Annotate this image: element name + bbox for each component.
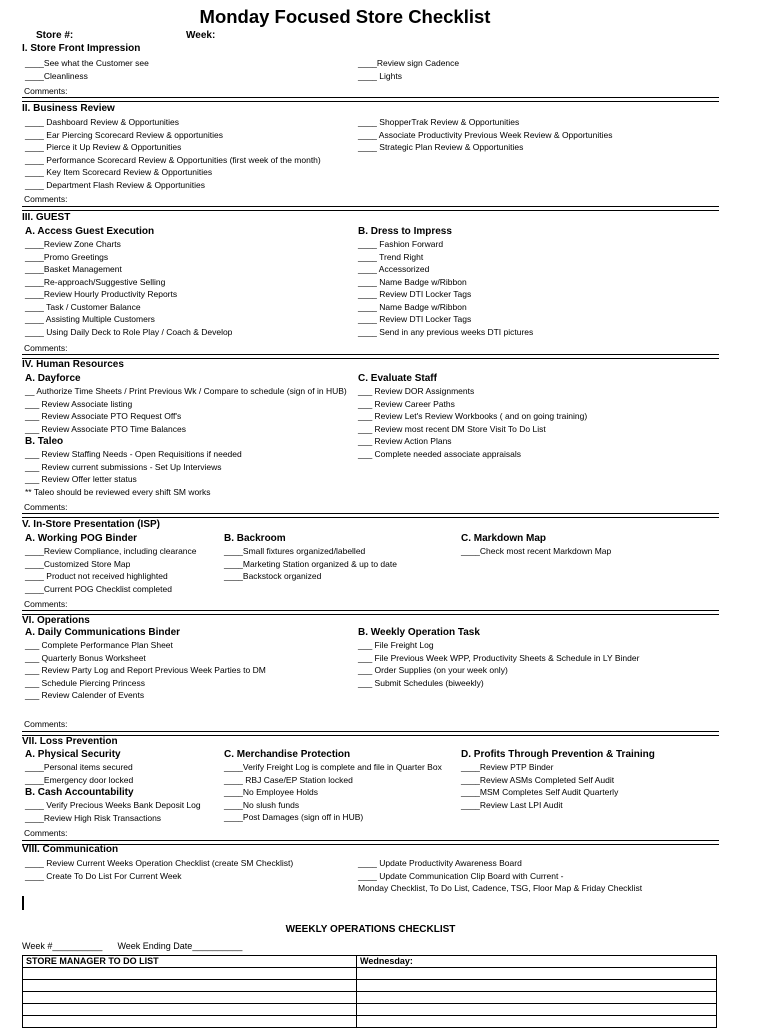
checklist-item[interactable]: ___ File Freight Log [358, 640, 434, 650]
checklist-item[interactable]: ____Promo Greetings [25, 251, 109, 262]
subsection-heading: D. Profits Through Prevention & Training [461, 749, 655, 760]
checklist-item[interactable]: ____Marketing Station organized & up to date [224, 558, 397, 569]
subsection-heading: B. Dress to Impress [358, 226, 452, 237]
weekly-title: WEEKLY OPERATIONS CHECKLIST [285, 924, 456, 935]
table-cell[interactable] [23, 991, 357, 1003]
checklist-item[interactable]: ___ Quarterly Bonus Worksheet [25, 652, 146, 663]
subsection-heading: A. Daily Communications Binder [25, 627, 181, 638]
s5-col-a [25, 532, 197, 595]
taleo-note: ** Taleo should be reviewed every shift SM works [25, 486, 211, 497]
s2-right-list [358, 116, 613, 154]
checklist-item[interactable]: ____Personal items secured [25, 762, 133, 772]
table-row [23, 979, 717, 991]
checklist-item[interactable]: ___ Review most recent DM Store Visit To Do List [358, 423, 546, 434]
comments-label: Comments: [24, 86, 68, 96]
table-row [23, 967, 717, 979]
checklist-item[interactable]: ____ Review DTI Locker Tags [358, 289, 472, 299]
checklist-item[interactable]: ___ Review DOR Assignments [358, 386, 475, 396]
checklist-item-detail: Monday Checklist, To Do List, Cadence, TSG, Floor Map & Friday Checklist [358, 883, 643, 893]
comments-label: Comments: [24, 502, 68, 512]
comments-label: Comments: [24, 828, 68, 838]
checklist-item[interactable]: ____Review Hourly Productivity Reports [25, 289, 178, 299]
checklist-item[interactable]: ____ Department Flash Review & Opportunities [25, 179, 206, 190]
checklist-item[interactable]: ____ Ear Piercing Scorecard Review & opportunities [25, 129, 223, 140]
checklist-item[interactable]: ____ Send in any previous weeks DTI pictures [358, 326, 534, 337]
s6-col-b [358, 626, 639, 689]
section-business-review [22, 102, 718, 206]
checklist-item[interactable]: ___ Review Associate PTO Time Balances [25, 423, 186, 434]
checklist-item[interactable]: ____Cleanliness [25, 70, 88, 81]
section-heading: VI. Operations [22, 615, 90, 626]
section-communication [22, 843, 718, 899]
s4-col-c [358, 372, 587, 460]
checklist-item[interactable]: ____Review PTP Binder [461, 762, 554, 772]
checklist-item[interactable]: ____ Task / Customer Balance [25, 301, 141, 312]
checklist-item[interactable]: ____Customized Store Map [25, 558, 131, 569]
checklist-item[interactable]: ____ Create To Do List For Current Week [25, 870, 182, 881]
s5-col-c [461, 532, 611, 558]
section-human-resources [22, 358, 718, 512]
checklist-item[interactable]: ____Review Last LPI Audit [461, 799, 563, 810]
table-row [23, 1003, 717, 1015]
checklist-item[interactable]: ____MSM Completes Self Audit Quarterly [461, 787, 619, 797]
subsection-heading: A. Working POG Binder [25, 533, 138, 544]
section-heading: V. In-Store Presentation (ISP) [22, 519, 160, 530]
checklist-item[interactable]: ____Basket Management [25, 264, 122, 274]
checklist-item[interactable]: ____ Key Item Scorecard Review & Opportunities [25, 167, 213, 177]
checklist-item[interactable]: ____No slush funds [224, 799, 300, 810]
checklist-item[interactable]: ____ Verify Precious Weeks Bank Deposit Log [25, 800, 201, 810]
checklist-item[interactable]: ____ Name Badge w/Ribbon [358, 276, 467, 287]
section-operations [22, 614, 718, 732]
s6-col-a [25, 626, 266, 702]
comments-label: Comments: [24, 343, 68, 353]
s3-col-b [358, 225, 533, 338]
checklist-item[interactable]: ____ Product not received highlighted [25, 571, 168, 581]
checklist-item[interactable]: ___ Review Party Log and Report Previous Week Parties to DM [25, 665, 266, 675]
checklist-item[interactable]: ____Review Compliance, including clearance [25, 546, 197, 556]
s1-right-list [358, 57, 459, 82]
checklist-item[interactable]: ____Emergency door locked [25, 774, 134, 785]
s8-right-list [358, 857, 642, 895]
subsection-heading: A. Dayforce [25, 373, 81, 384]
s3-col-a [25, 225, 232, 338]
checklist-item[interactable]: ____ Name Badge w/Ribbon [358, 301, 467, 312]
section-loss-prevention [22, 735, 718, 841]
checklist-item[interactable]: ____Post Damages (sign off in HUB) [224, 812, 364, 822]
checklist-item[interactable]: ____No Employee Holds [224, 787, 319, 797]
subsection-heading: B. Weekly Operation Task [358, 627, 480, 638]
section-isp [22, 518, 718, 612]
checklist-item[interactable]: ____ Assisting Multiple Customers [25, 314, 155, 324]
checklist-item[interactable]: ____ Fashion Forward [358, 239, 444, 249]
text-cursor [22, 896, 24, 910]
checklist-item[interactable]: ___ Review Offer letter status [25, 474, 137, 484]
checklist-item[interactable]: ____Verify Freight Log is complete and file in Quarter Box [224, 762, 442, 772]
subsection-heading: B. Backroom [224, 533, 286, 544]
s7-col-a [25, 748, 201, 824]
weekly-operations-checklist [22, 924, 719, 1028]
subsection-heading: A. Access Guest Execution [25, 226, 155, 237]
table-cell[interactable] [357, 979, 717, 991]
s2-left-list [25, 116, 321, 191]
checklist-item[interactable]: ___ File Previous Week WPP, Productivity Sheets & Schedule in LY Binder [358, 652, 640, 663]
checklist-item[interactable]: ___ Review Calender of Events [25, 690, 145, 700]
section-heading: VII. Loss Prevention [22, 736, 118, 747]
subsection-heading: C. Merchandise Protection [224, 749, 351, 760]
column-header: Wednesday: [357, 955, 717, 967]
checklist-item[interactable]: ____See what the Customer see [25, 58, 149, 68]
checklist-item[interactable]: ____ Associate Productivity Previous Week Review & Opportunities [358, 129, 613, 140]
checklist-item[interactable]: ____ Trend Right [358, 251, 424, 262]
table-header-row [23, 955, 717, 967]
checklist-item[interactable]: ____ Update Communication Clip Board with Current - [358, 870, 564, 881]
page-title: Monday Focused Store Checklist [199, 6, 491, 27]
checklist-item[interactable]: ____ RBJ Case/EP Station locked [224, 774, 353, 785]
checklist-item[interactable]: ____ Update Productivity Awareness Board [358, 858, 522, 868]
checklist-item[interactable]: ____ Performance Scorecard Review & Opportunities (first week of the month) [25, 154, 321, 165]
checklist-item[interactable]: ____ Lights [358, 70, 402, 81]
checklist-item[interactable]: ___ Review Career Paths [358, 398, 455, 409]
checklist-item[interactable]: ____ Pierce it Up Review & Opportunities [25, 142, 182, 152]
table-cell[interactable] [23, 979, 357, 991]
subsection-heading: A. Physical Security [25, 749, 121, 760]
table-cell[interactable] [357, 1003, 717, 1015]
checklist-item[interactable]: __ Authorize Time Sheets / Print Previous Wk / Compare to schedule (sign of in HUB) [25, 386, 347, 396]
section-heading: I. Store Front Impression [22, 43, 141, 54]
checklist-item[interactable]: ____ ShopperTrak Review & Opportunities [358, 117, 520, 127]
checklist-item[interactable]: ____ Accessorized [358, 264, 430, 274]
comments-label: Comments: [24, 599, 68, 609]
checklist-item[interactable]: ___ Review Staffing Needs - Open Requisitions if needed [25, 449, 242, 459]
checklist-item[interactable]: ____Re-approach/Suggestive Selling [25, 276, 166, 287]
checklist-item[interactable]: ____Review ASMs Completed Self Audit [461, 774, 615, 785]
checklist-item[interactable]: ____ Strategic Plan Review & Opportunities [358, 142, 524, 152]
table-cell[interactable] [23, 1003, 357, 1015]
table-row [23, 991, 717, 1003]
table-row [23, 1015, 717, 1027]
table-cell[interactable] [357, 967, 717, 979]
checklist-item[interactable]: ___ Review Let's Review Workbooks ( and on going training) [358, 411, 588, 421]
checklist-item[interactable]: ___ Order Supplies (on your week only) [358, 665, 508, 675]
section-heading: VIII. Communication [22, 844, 119, 855]
store-number-label: Store #: [36, 30, 74, 41]
table-cell[interactable] [23, 967, 357, 979]
s7-col-d [461, 748, 655, 811]
checklist-item[interactable]: ___ Review current submissions - Set Up Interviews [25, 461, 222, 472]
checklist-item[interactable]: ____Current POG Checklist completed [25, 583, 172, 594]
checklist-item[interactable]: ____Review sign Cadence [358, 58, 460, 68]
column-header: STORE MANAGER TO DO LIST [23, 955, 357, 967]
checklist-item[interactable]: ___ Submit Schedules (biweekly) [358, 677, 484, 688]
checklist-item[interactable]: ___ Complete needed associate appraisals [358, 448, 522, 459]
week-label: Week: [186, 30, 216, 41]
subsection-heading: C. Markdown Map [461, 533, 547, 544]
s4-col-a [25, 372, 347, 498]
subsection-heading: C. Evaluate Staff [358, 373, 437, 384]
checklist-item[interactable]: ____Review High Risk Transactions [25, 812, 162, 823]
s8-left-list [25, 857, 293, 882]
checklist-item[interactable]: ___ Schedule Piercing Princess [25, 677, 146, 688]
checklist-item[interactable]: ___ Review Associate listing [25, 398, 133, 409]
subsection-heading: B. Cash Accountability [25, 787, 134, 798]
checklist-item[interactable]: ____Backstock organized [224, 571, 322, 581]
checklist-item[interactable]: ___ Complete Performance Plan Sheet [25, 640, 173, 650]
section-heading: III. GUEST [22, 212, 71, 223]
checklist-item[interactable]: ____ Using Daily Deck to Role Play / Coach & Develop [25, 326, 233, 337]
section-store-front [22, 42, 718, 98]
s1-left-list [25, 57, 149, 82]
todo-table [22, 955, 717, 1028]
table-cell[interactable] [23, 1015, 357, 1027]
week-number-field[interactable]: Week #__________ [22, 941, 103, 951]
subsection-heading: B. Taleo [25, 436, 64, 447]
section-heading: II. Business Review [22, 103, 115, 114]
table-cell[interactable] [357, 1015, 717, 1027]
comments-label: Comments: [24, 719, 68, 729]
checklist-item[interactable]: ____Review Zone Charts [25, 239, 121, 249]
section-heading: IV. Human Resources [22, 359, 124, 370]
s5-col-b [224, 532, 397, 583]
week-info [22, 940, 719, 953]
table-cell[interactable] [357, 991, 717, 1003]
comments-label: Comments: [24, 194, 68, 204]
checklist-item[interactable]: ___ Review Associate PTO Request Off's [25, 411, 182, 421]
checklist-item[interactable]: ____Check most recent Markdown Map [461, 546, 612, 556]
checklist-item[interactable]: ___ Review Action Plans [358, 436, 452, 446]
checklist-item[interactable]: ____ Review Current Weeks Operation Checklist (create SM Checklist) [25, 858, 294, 868]
section-guest [22, 211, 718, 354]
checklist-item[interactable]: ____ Review DTI Locker Tags [358, 314, 472, 324]
week-ending-field[interactable]: Week Ending Date__________ [117, 941, 243, 951]
checklist-item[interactable]: ____Small fixtures organized/labelled [224, 546, 366, 556]
checklist-item[interactable]: ____ Dashboard Review & Opportunities [25, 117, 180, 127]
s7-col-c [224, 748, 442, 824]
